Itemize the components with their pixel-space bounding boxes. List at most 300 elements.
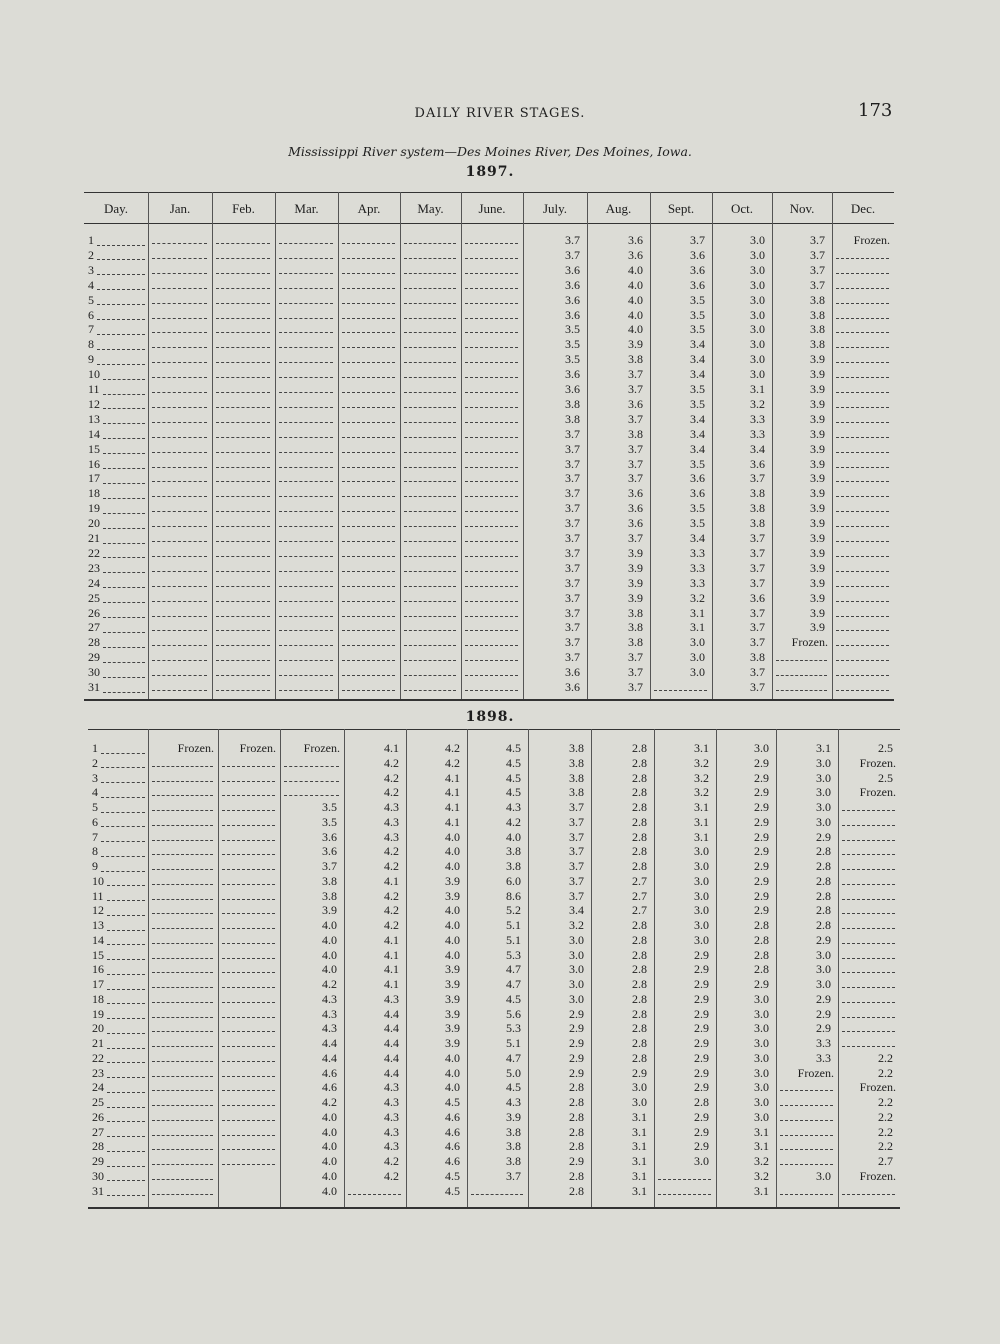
stage-cell xyxy=(406,756,467,771)
stage-cell xyxy=(467,741,528,756)
stage-cell xyxy=(212,322,275,337)
stage-cell xyxy=(650,665,712,680)
day-label: 26 xyxy=(88,606,148,621)
stage-cell xyxy=(832,397,894,412)
stage-cell xyxy=(338,442,400,457)
stage-cell xyxy=(650,635,712,650)
stage-cell xyxy=(406,800,467,815)
stage-cell xyxy=(523,322,587,337)
stage-value: 4.6 xyxy=(322,1080,337,1095)
stage-cell xyxy=(587,486,650,501)
stage-cell xyxy=(832,248,894,263)
stage-value: 3.0 xyxy=(632,1095,647,1109)
stage-value: 3.9 xyxy=(628,590,643,605)
stage-cell xyxy=(148,546,212,561)
stage-value: 2.8 xyxy=(632,829,647,844)
stage-cell xyxy=(523,293,587,308)
stage-cell xyxy=(654,800,716,815)
stage-value: 3.1 xyxy=(750,382,765,396)
stage-value: 3.8 xyxy=(322,888,337,903)
stage-cell xyxy=(587,620,650,635)
stage-cell xyxy=(838,844,900,859)
stage-cell xyxy=(838,1021,900,1036)
stage-cell xyxy=(772,352,832,367)
stage-cell xyxy=(218,815,280,830)
stage-cell xyxy=(591,918,654,933)
stage-value: 5.6 xyxy=(506,1006,521,1021)
stage-value: 5.1 xyxy=(506,918,521,932)
stage-cell xyxy=(344,1080,406,1095)
stage-value: 3.8 xyxy=(506,1124,521,1139)
stage-value: 2.8 xyxy=(632,859,647,873)
stage-value: 4.3 xyxy=(384,800,399,814)
stage-cell xyxy=(400,293,461,308)
stage-value: 3.0 xyxy=(754,1050,769,1065)
stage-cell xyxy=(712,680,772,695)
stage-cell xyxy=(212,457,275,472)
stage-cell xyxy=(832,233,894,248)
day-label: 6 xyxy=(92,815,148,830)
stage-cell xyxy=(654,948,716,963)
stage-cell xyxy=(218,1110,280,1125)
day-label: 8 xyxy=(92,844,148,859)
stage-cell xyxy=(650,427,712,442)
stage-value: 3.9 xyxy=(810,352,825,367)
stage-cell xyxy=(406,1139,467,1154)
day-label: 7 xyxy=(88,322,148,337)
stage-cell xyxy=(344,800,406,815)
stage-cell xyxy=(218,933,280,948)
stage-value: 4.2 xyxy=(384,1168,399,1183)
stage-cell xyxy=(218,918,280,933)
day-label: 6 xyxy=(88,308,148,323)
stage-value: 2.9 xyxy=(754,873,769,888)
stage-cell xyxy=(776,992,838,1007)
stage-cell xyxy=(275,546,338,561)
stage-value: 2.7 xyxy=(632,873,647,888)
stage-value: 3.5 xyxy=(690,456,705,471)
stage-cell xyxy=(461,322,523,337)
stage-value: 3.8 xyxy=(810,292,825,307)
stage-cell xyxy=(148,293,212,308)
stage-value: 3.8 xyxy=(628,605,643,620)
stage-cell xyxy=(148,1154,218,1169)
stage-value: 3.4 xyxy=(690,337,705,352)
stage-cell xyxy=(712,635,772,650)
stage-cell xyxy=(275,576,338,591)
stage-value: 3.7 xyxy=(565,545,580,560)
stage-value: 3.0 xyxy=(816,755,831,770)
stage-cell xyxy=(772,412,832,427)
stage-cell xyxy=(650,397,712,412)
stage-cell xyxy=(832,665,894,680)
stage-value: 3.7 xyxy=(750,531,765,545)
stage-cell xyxy=(400,501,461,516)
stage-cell xyxy=(461,457,523,472)
stage-cell xyxy=(716,1021,776,1036)
stage-cell xyxy=(461,486,523,501)
stage-cell xyxy=(212,591,275,606)
stage-cell xyxy=(654,844,716,859)
stage-value: 3.0 xyxy=(816,1168,831,1183)
stage-cell xyxy=(528,1169,591,1184)
stage-cell xyxy=(650,620,712,635)
stage-value: 2.9 xyxy=(754,755,769,770)
stage-cell xyxy=(654,1110,716,1125)
frozen-note: Frozen. xyxy=(859,1080,896,1095)
stage-value: 3.2 xyxy=(694,770,709,785)
column-header-day: Day. xyxy=(103,201,129,216)
stage-value: 3.0 xyxy=(690,650,705,665)
stage-cell xyxy=(591,859,654,874)
stage-cell xyxy=(461,397,523,412)
stage-cell xyxy=(148,322,212,337)
stage-cell xyxy=(218,992,280,1007)
stage-cell xyxy=(338,546,400,561)
stage-cell xyxy=(591,741,654,756)
stage-cell xyxy=(344,977,406,992)
stage-value: 4.1 xyxy=(445,785,460,800)
stage-cell xyxy=(772,367,832,382)
stage-cell xyxy=(772,457,832,472)
year-heading-1897: 1897. xyxy=(465,164,515,180)
stage-value: 4.3 xyxy=(384,1109,399,1124)
stage-cell xyxy=(148,248,212,263)
stage-cell xyxy=(832,635,894,650)
stage-cell xyxy=(406,844,467,859)
stage-value: 3.0 xyxy=(816,977,831,991)
stage-cell xyxy=(212,263,275,278)
day-label: 25 xyxy=(92,1095,148,1110)
stage-cell xyxy=(148,741,218,756)
stage-value: 3.9 xyxy=(810,396,825,411)
stage-cell xyxy=(591,1007,654,1022)
stage-value: 4.5 xyxy=(506,770,521,785)
stage-value: 3.0 xyxy=(750,352,765,367)
stage-value: 3.0 xyxy=(690,665,705,680)
stage-cell xyxy=(461,576,523,591)
stage-value: 5.3 xyxy=(506,1021,521,1036)
stage-cell xyxy=(587,606,650,621)
day-label: 4 xyxy=(92,785,148,800)
stage-cell xyxy=(776,1169,838,1184)
stage-cell xyxy=(280,889,344,904)
stage-cell xyxy=(400,546,461,561)
stage-cell xyxy=(838,1139,900,1154)
stage-value: 4.0 xyxy=(322,947,337,962)
stage-value: 4.0 xyxy=(445,918,460,932)
stage-cell xyxy=(280,992,344,1007)
column-header-july: July. xyxy=(542,201,568,216)
stage-cell xyxy=(218,977,280,992)
stage-cell xyxy=(218,1036,280,1051)
stage-cell xyxy=(280,933,344,948)
stage-value: 4.1 xyxy=(384,977,399,991)
stage-cell xyxy=(654,1051,716,1066)
stage-value: 2.8 xyxy=(569,1095,584,1109)
stage-value: 3.9 xyxy=(445,873,460,888)
stage-cell xyxy=(275,412,338,427)
stage-value: 2.9 xyxy=(754,903,769,918)
stage-cell xyxy=(528,1007,591,1022)
stage-value: 3.9 xyxy=(810,605,825,620)
stage-cell xyxy=(832,382,894,397)
stage-cell xyxy=(218,1007,280,1022)
stage-cell xyxy=(148,830,218,845)
stage-cell xyxy=(712,457,772,472)
stage-cell xyxy=(776,1051,838,1066)
stage-cell xyxy=(275,501,338,516)
stage-cell xyxy=(523,635,587,650)
stage-value: 3.9 xyxy=(445,962,460,977)
stage-value: 3.9 xyxy=(445,1021,460,1036)
stage-value: 3.8 xyxy=(569,785,584,800)
stage-cell xyxy=(528,741,591,756)
stage-value: 2.8 xyxy=(754,932,769,947)
stage-value: 3.4 xyxy=(690,426,705,441)
stage-cell xyxy=(280,1066,344,1081)
stage-cell xyxy=(275,680,338,695)
stage-cell xyxy=(523,248,587,263)
stage-cell xyxy=(344,1184,406,1199)
stage-value: 4.3 xyxy=(322,1006,337,1021)
stage-value: 2.2 xyxy=(878,1124,893,1139)
stage-cell xyxy=(148,1125,218,1140)
day-label: 22 xyxy=(92,1051,148,1066)
stage-cell xyxy=(832,501,894,516)
stage-value: 4.3 xyxy=(506,1095,521,1109)
stage-value: 3.4 xyxy=(569,903,584,918)
stage-cell xyxy=(148,1169,218,1184)
column-header-jan: Jan. xyxy=(169,201,191,216)
stage-cell xyxy=(587,382,650,397)
stage-cell xyxy=(591,800,654,815)
stage-value: 3.7 xyxy=(569,873,584,888)
day-label: 21 xyxy=(88,531,148,546)
day-label: 15 xyxy=(88,442,148,457)
stage-value: 3.7 xyxy=(810,277,825,292)
stage-cell xyxy=(148,337,212,352)
stage-value: 3.0 xyxy=(750,367,765,382)
stage-value: 3.7 xyxy=(690,233,705,247)
day-label: 1 xyxy=(92,741,148,756)
stage-value: 3.1 xyxy=(754,1183,769,1198)
stage-cell xyxy=(275,263,338,278)
stage-cell xyxy=(832,412,894,427)
stage-value: 3.3 xyxy=(690,575,705,590)
stage-value: 2.8 xyxy=(816,888,831,903)
stage-value: 3.6 xyxy=(628,247,643,262)
stage-value: 3.0 xyxy=(694,888,709,903)
stage-cell xyxy=(461,471,523,486)
stage-value: 4.6 xyxy=(445,1154,460,1168)
stage-value: 2.9 xyxy=(694,1109,709,1124)
day-label: 12 xyxy=(88,397,148,412)
stage-cell xyxy=(650,337,712,352)
stage-value: 3.0 xyxy=(569,977,584,991)
stage-value: 3.9 xyxy=(810,456,825,471)
stage-cell xyxy=(212,635,275,650)
stage-cell xyxy=(338,278,400,293)
stage-cell xyxy=(838,948,900,963)
stage-cell xyxy=(712,606,772,621)
stage-value: 3.0 xyxy=(816,814,831,829)
stage-value: 3.9 xyxy=(628,560,643,575)
column-header-may: May. xyxy=(417,201,444,216)
stage-value: 3.9 xyxy=(810,471,825,486)
stage-cell xyxy=(712,233,772,248)
stage-cell xyxy=(212,382,275,397)
stage-cell xyxy=(716,918,776,933)
stage-cell xyxy=(461,606,523,621)
stage-value: 2.9 xyxy=(694,977,709,991)
stage-cell xyxy=(838,962,900,977)
stage-cell xyxy=(218,874,280,889)
stage-value: 3.0 xyxy=(694,844,709,859)
stage-cell xyxy=(772,471,832,486)
stage-value: 4.3 xyxy=(384,1095,399,1109)
stage-cell xyxy=(467,933,528,948)
stage-cell xyxy=(400,248,461,263)
day-label: 29 xyxy=(88,650,148,665)
stage-value: 3.3 xyxy=(690,560,705,575)
stage-value: 3.0 xyxy=(694,932,709,947)
stage-cell xyxy=(218,962,280,977)
stage-cell xyxy=(654,741,716,756)
stage-value: 3.7 xyxy=(628,441,643,456)
stage-cell xyxy=(218,1154,280,1169)
stage-value: 3.7 xyxy=(569,800,584,814)
stage-value: 2.9 xyxy=(694,947,709,962)
stage-cell xyxy=(148,1066,218,1081)
column-header-aug: Aug. xyxy=(605,201,632,216)
stage-value: 2.9 xyxy=(569,1065,584,1080)
stage-cell xyxy=(280,859,344,874)
stage-cell xyxy=(838,830,900,845)
day-label: 9 xyxy=(88,352,148,367)
stage-cell xyxy=(467,903,528,918)
stage-cell xyxy=(406,771,467,786)
stage-cell xyxy=(212,501,275,516)
stage-cell xyxy=(832,680,894,695)
stage-value: 3.8 xyxy=(810,337,825,352)
stage-cell xyxy=(591,815,654,830)
stage-cell xyxy=(716,785,776,800)
stage-cell xyxy=(461,665,523,680)
stage-cell xyxy=(523,412,587,427)
stage-value: 4.5 xyxy=(506,991,521,1006)
stage-value: 3.0 xyxy=(816,947,831,962)
stage-cell xyxy=(528,1139,591,1154)
stage-cell xyxy=(528,1036,591,1051)
stage-cell xyxy=(344,1095,406,1110)
stage-cell xyxy=(772,263,832,278)
stage-value: 3.5 xyxy=(690,382,705,396)
stage-value: 4.0 xyxy=(445,859,460,873)
stage-cell xyxy=(776,756,838,771)
stage-cell xyxy=(280,1169,344,1184)
stage-value: 2.8 xyxy=(632,844,647,859)
stage-cell xyxy=(528,1125,591,1140)
stage-cell xyxy=(344,771,406,786)
stage-cell xyxy=(406,1154,467,1169)
stage-cell xyxy=(528,800,591,815)
stage-cell xyxy=(776,1110,838,1125)
stage-value: 4.0 xyxy=(322,918,337,932)
stage-cell xyxy=(275,531,338,546)
stage-cell xyxy=(400,471,461,486)
stage-cell xyxy=(212,397,275,412)
stage-cell xyxy=(218,785,280,800)
stage-cell xyxy=(212,561,275,576)
stage-value: 4.0 xyxy=(445,903,460,918)
stage-cell xyxy=(344,830,406,845)
stage-value: 2.9 xyxy=(816,991,831,1006)
stage-cell xyxy=(338,486,400,501)
column-header-feb: Feb. xyxy=(232,201,255,216)
stage-value: 2.8 xyxy=(632,1006,647,1021)
stage-value: 3.0 xyxy=(816,770,831,785)
stage-cell xyxy=(344,948,406,963)
day-label: 11 xyxy=(88,382,148,397)
day-label: 7 xyxy=(92,830,148,845)
stage-value: 3.7 xyxy=(565,471,580,486)
stage-value: 4.6 xyxy=(322,1065,337,1080)
stage-value: 4.4 xyxy=(384,1006,399,1021)
stage-value: 3.7 xyxy=(750,560,765,575)
stage-cell xyxy=(406,815,467,830)
stage-cell xyxy=(523,382,587,397)
stage-value: 3.7 xyxy=(810,262,825,277)
bottom-rule xyxy=(84,699,894,701)
stage-cell xyxy=(467,771,528,786)
stage-cell xyxy=(772,248,832,263)
stage-cell xyxy=(523,457,587,472)
stage-value: 3.5 xyxy=(690,292,705,307)
stage-value: 3.0 xyxy=(754,1006,769,1021)
stage-cell xyxy=(838,1154,900,1169)
stage-value: 3.1 xyxy=(754,1139,769,1154)
stage-cell xyxy=(275,442,338,457)
stage-cell xyxy=(406,1095,467,1110)
stage-cell xyxy=(148,992,218,1007)
stage-value: 4.0 xyxy=(628,292,643,307)
stage-value: 2.9 xyxy=(694,1006,709,1021)
stage-cell xyxy=(716,992,776,1007)
stage-cell xyxy=(275,591,338,606)
top-rule xyxy=(88,729,900,730)
stage-cell xyxy=(832,367,894,382)
stage-cell xyxy=(772,635,832,650)
stage-value: 3.7 xyxy=(565,501,580,516)
stage-cell xyxy=(338,471,400,486)
stage-cell xyxy=(712,337,772,352)
stage-cell xyxy=(712,412,772,427)
stage-value: 3.6 xyxy=(690,471,705,486)
stage-value: 4.3 xyxy=(384,1124,399,1139)
stage-cell xyxy=(591,844,654,859)
stage-cell xyxy=(400,620,461,635)
stage-value: 4.2 xyxy=(384,755,399,770)
stage-cell xyxy=(148,442,212,457)
stage-cell xyxy=(591,771,654,786)
stage-cell xyxy=(344,844,406,859)
stage-cell xyxy=(716,977,776,992)
stage-value: 2.8 xyxy=(569,1139,584,1154)
stage-value: 4.1 xyxy=(384,873,399,888)
stage-value: 4.2 xyxy=(445,741,460,755)
stage-value: 4.2 xyxy=(384,770,399,785)
